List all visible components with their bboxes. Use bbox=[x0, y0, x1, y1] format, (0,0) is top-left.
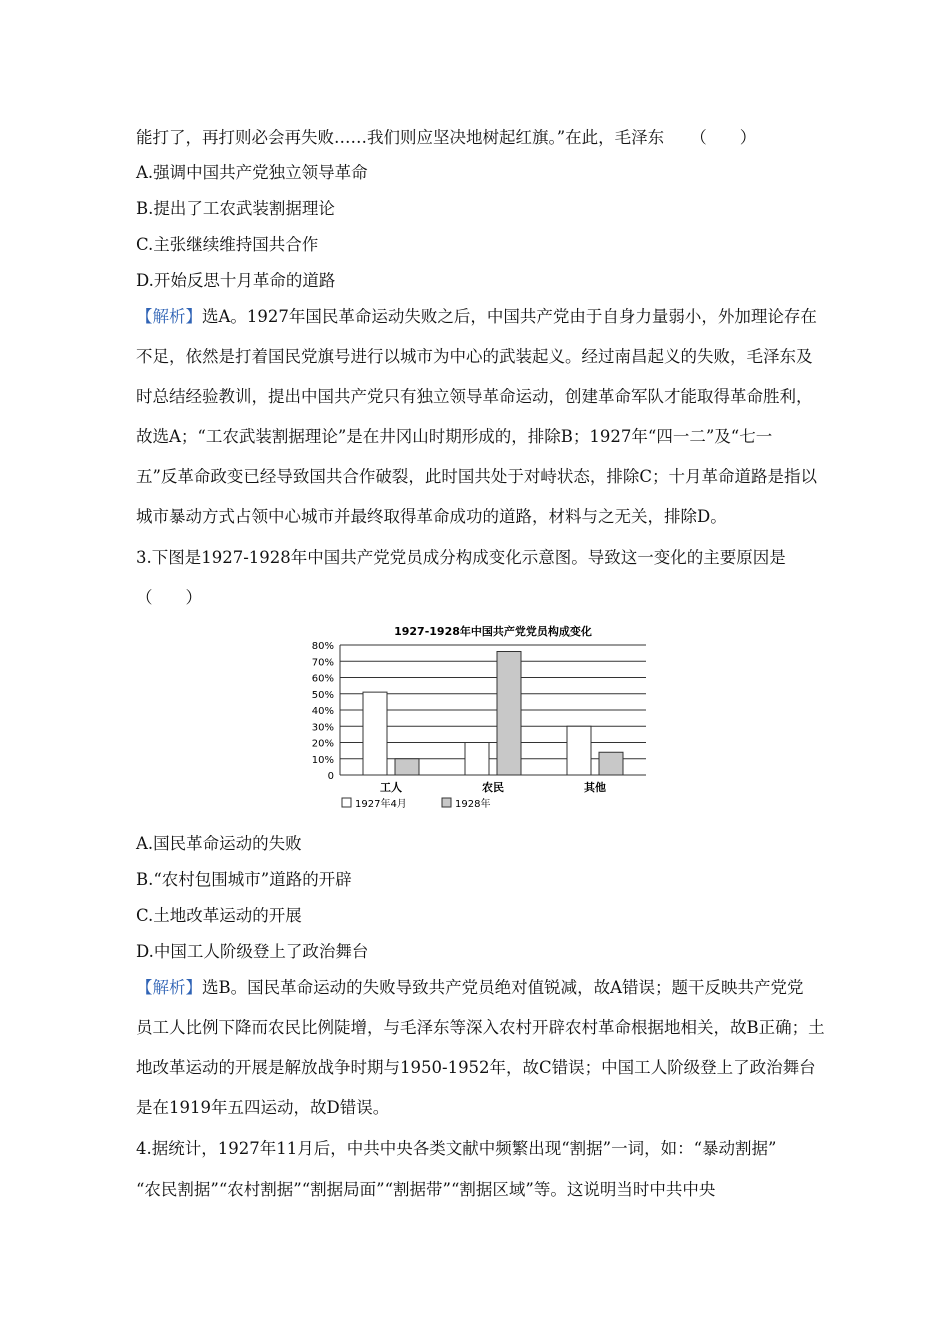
explanation-tag: 【解析】 bbox=[136, 978, 202, 997]
y-tick-label: 50% bbox=[311, 689, 334, 701]
x-tick-label: 工人 bbox=[380, 781, 402, 794]
x-tick-label: 农民 bbox=[482, 781, 504, 794]
y-tick-label: 30% bbox=[311, 722, 334, 734]
q2-explanation-line-5: 五”反革命政变已经导致国共合作破裂，此时国共处于对峙状态，排除C；十月革命道路是指以 bbox=[136, 467, 818, 486]
legend-swatch bbox=[442, 798, 451, 807]
bar-农民-1928年 bbox=[497, 652, 521, 776]
question-2-stem-tail: 能打了，再打则必会再失败……我们则应坚决地树起红旗。”在此，毛泽东 （ ） bbox=[136, 128, 757, 147]
legend-label: 1927年4月 bbox=[355, 799, 407, 810]
q2-option-a: A.强调中国共产党独立领导革命 bbox=[136, 163, 368, 182]
q3-option-b: B.“农村包围城市”道路的开辟 bbox=[136, 870, 352, 889]
y-tick-label: 80% bbox=[311, 641, 334, 652]
q3-option-a: A.国民革命运动的失败 bbox=[136, 834, 302, 853]
bar-农民-1927年4月 bbox=[465, 743, 489, 776]
q2-explanation-line-3: 时总结经验教训，提出中国共产党只有独立领导革命运动，创建革命军队才能取得革命胜利， bbox=[136, 387, 813, 406]
y-tick-label: 40% bbox=[311, 706, 334, 717]
q2-explanation-line-4: 故选A；“工农武装割据理论”是在井冈山时期形成的，排除B；1927年“四一二”及“七一 bbox=[136, 427, 773, 446]
q2-explanation-line-2: 不足，依然是打着国民党旗号进行以城市为中心的武装起义。经过南昌起义的失败，毛泽东及 bbox=[136, 347, 813, 366]
q3-explanation-line-4: 是在1919年五四运动，故D错误。 bbox=[136, 1098, 390, 1117]
party-member-composition-chart bbox=[300, 618, 660, 818]
y-tick-label: 10% bbox=[311, 754, 334, 766]
q2-option-c: C.主张继续维持国共合作 bbox=[136, 235, 319, 254]
y-tick-label: 0 bbox=[327, 771, 334, 782]
q3-explanation-line-1: 【解析】选B。国民革命运动的失败导致共产党员绝对值锐减，故A错误；题干反映共产党党 bbox=[136, 978, 804, 997]
q3-option-c: C.土地改革运动的开展 bbox=[136, 906, 302, 925]
question-4-stem-line-2: “农民割据”“农村割据”“割据局面”“割据带”“割据区域”等。这说明当时中共中央 bbox=[136, 1180, 716, 1199]
q2-explanation-line-1: 【解析】选A。1927年国民革命运动失败之后，中国共产党由于自身力量弱小，外加理论存在 bbox=[136, 307, 817, 326]
explanation-tag: 【解析】 bbox=[136, 307, 202, 326]
question-3-paren: （ ） bbox=[136, 588, 202, 607]
x-tick-label: 其他 bbox=[584, 781, 606, 794]
q3-explanation-line-2: 员工人比例下降而农民比例陡增，与毛泽东等深入农村开辟农村革命根据地相关，故B正确；土 bbox=[136, 1018, 825, 1037]
q2-option-b: B.提出了工农武装割据理论 bbox=[136, 199, 335, 218]
bar-其他-1928年 bbox=[599, 752, 623, 775]
chart-title: 1927-1928年中国共产党党员构成变化 bbox=[394, 625, 592, 638]
bar-工人-1927年4月 bbox=[363, 692, 387, 775]
legend-swatch bbox=[342, 798, 351, 807]
q2-option-d: D.开始反思十月革命的道路 bbox=[136, 271, 336, 290]
question-3-stem: 3.下图是1927-1928年中国共产党党员成分构成变化示意图。导致这一变化的主要原因是 bbox=[136, 548, 786, 567]
q2-explanation-line-6: 城市暴动方式占领中心城市并最终取得革命成功的道路，材料与之无关，排除D。 bbox=[136, 507, 727, 526]
y-tick-label: 60% bbox=[311, 673, 334, 685]
q3-option-d: D.中国工人阶级登上了政治舞台 bbox=[136, 942, 369, 961]
answer-paren: （ ） bbox=[690, 128, 757, 147]
q3-explanation-line-3: 地改革运动的开展是解放战争时期与1950-1952年，故C错误；中国工人阶级登上了政治舞台 bbox=[136, 1058, 816, 1077]
legend-label: 1928年 bbox=[455, 799, 491, 810]
y-tick-label: 20% bbox=[311, 738, 334, 750]
question-4-stem-line-1: 4.据统计，1927年11月后，中共中央各类文献中频繁出现“割据”一词，如：“暴动割据” bbox=[136, 1139, 777, 1158]
bar-其他-1927年4月 bbox=[567, 726, 591, 775]
y-tick-label: 70% bbox=[311, 657, 334, 669]
bar-工人-1928年 bbox=[395, 759, 419, 775]
